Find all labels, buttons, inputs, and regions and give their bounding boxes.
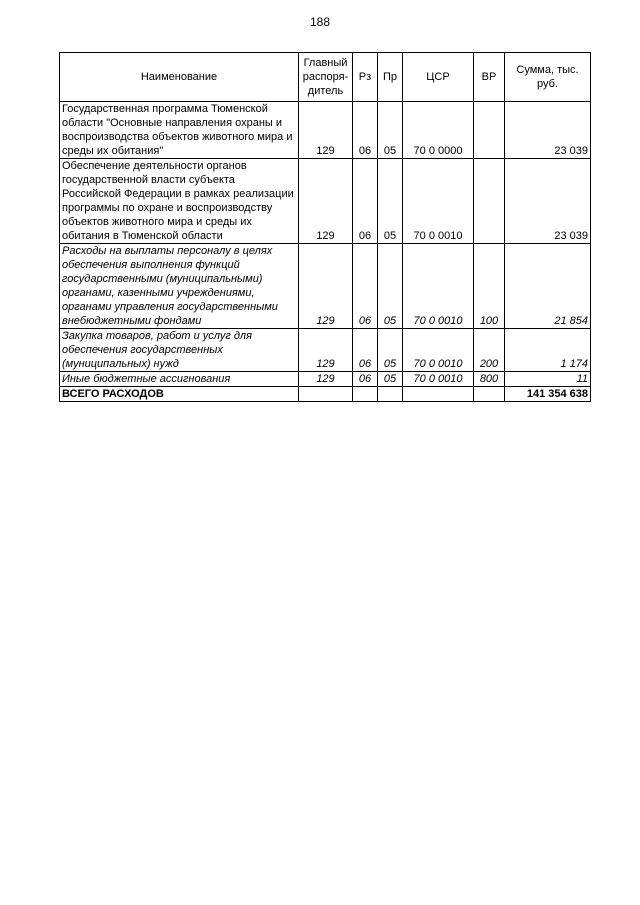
row-manager: 129 [299, 244, 353, 329]
total-empty-cell [378, 387, 403, 402]
total-empty-cell [474, 387, 505, 402]
row-rz: 06 [353, 102, 378, 159]
table-row [60, 102, 591, 159]
row-manager: 129 [299, 102, 353, 159]
table-row [60, 159, 591, 244]
row-csr: 70 0 0000 [403, 102, 474, 159]
col-header-sum: Сумма, тыс. руб. [505, 53, 591, 102]
row-sum: 1 174 [505, 329, 591, 372]
col-header-pr: Пр [378, 53, 403, 102]
row-name: Обеспечение деятельности органов государственной власти субъекта Российской Федерации в рамках реализации программы по охране и воспроизводству объектов животного мира и среды их обитания в Тюменской области [60, 159, 299, 244]
row-sum: 11 [505, 372, 591, 387]
row-name: Государственная программа Тюменской области "Основные направления охраны и воспроизводства объектов животного мира и среды их обитания" [60, 102, 299, 159]
row-sum: 21 854 [505, 244, 591, 329]
row-vr [474, 102, 505, 159]
row-vr: 800 [474, 372, 505, 387]
table-row [60, 329, 591, 372]
col-header-manager: Главный распоря-дитель [299, 53, 353, 102]
row-name: Расходы на выплаты персоналу в целях обеспечения выполнения функций государственными (муниципальными) органами, казенными учреждениями, органами управления государственными внебюджетными фондами [60, 244, 299, 329]
row-csr: 70 0 0010 [403, 244, 474, 329]
row-vr [474, 159, 505, 244]
total-empty-cell [299, 387, 353, 402]
row-rz: 06 [353, 372, 378, 387]
total-empty-cell [403, 387, 474, 402]
col-header-rz: Рз [353, 53, 378, 102]
table-row [60, 244, 591, 329]
row-sum: 23 039 [505, 159, 591, 244]
page-number: 188 [309, 15, 331, 29]
row-manager: 129 [299, 329, 353, 372]
row-vr: 100 [474, 244, 505, 329]
table-header-row [60, 53, 591, 102]
row-name: Иные бюджетные ассигнования [60, 372, 299, 387]
row-pr: 05 [378, 102, 403, 159]
row-name: Закупка товаров, работ и услуг для обеспечения государственных (муниципальных) нужд [60, 329, 299, 372]
col-header-name: Наименование [60, 53, 299, 102]
row-manager: 129 [299, 372, 353, 387]
total-empty-cell [353, 387, 378, 402]
row-vr: 200 [474, 329, 505, 372]
row-rz: 06 [353, 244, 378, 329]
row-pr: 05 [378, 372, 403, 387]
row-csr: 70 0 0010 [403, 329, 474, 372]
total-row [60, 387, 591, 402]
row-csr: 70 0 0010 [403, 159, 474, 244]
row-csr: 70 0 0010 [403, 372, 474, 387]
col-header-csr: ЦСР [403, 53, 474, 102]
row-manager: 129 [299, 159, 353, 244]
row-rz: 06 [353, 159, 378, 244]
row-pr: 05 [378, 159, 403, 244]
budget-table [59, 52, 591, 402]
col-header-vr: ВР [474, 53, 505, 102]
row-pr: 05 [378, 329, 403, 372]
total-label: ВСЕГО РАСХОДОВ [60, 387, 299, 402]
total-sum: 141 354 638 [505, 387, 591, 402]
row-pr: 05 [378, 244, 403, 329]
row-rz: 06 [353, 329, 378, 372]
table-row [60, 372, 591, 387]
row-sum: 23 039 [505, 102, 591, 159]
